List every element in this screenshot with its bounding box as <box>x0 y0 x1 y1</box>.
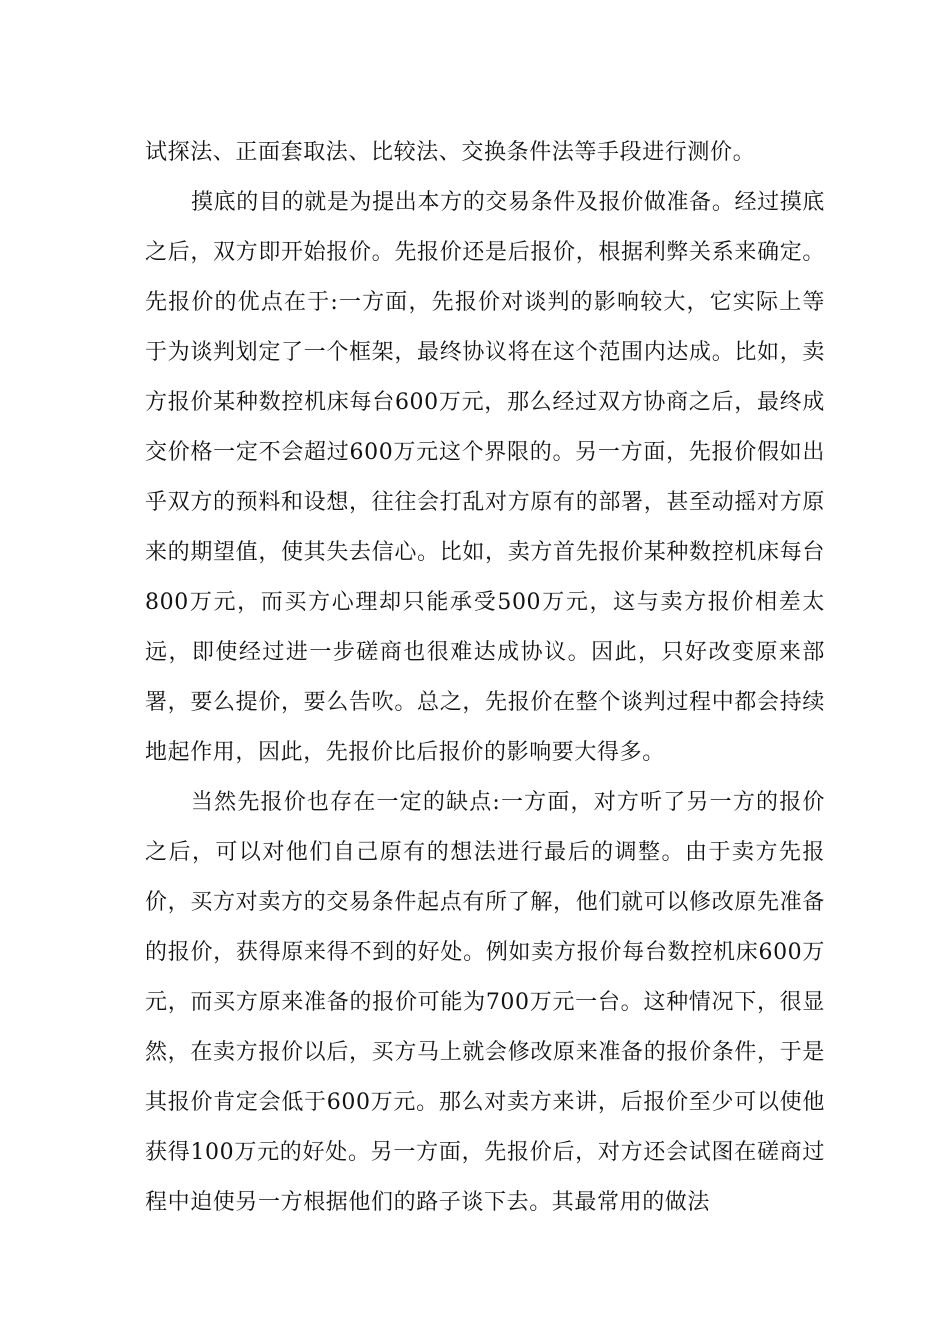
paragraph-continuation: 试探法、正面套取法、比较法、交换条件法等手段进行测价。 <box>145 140 756 165</box>
body-text <box>145 128 825 1228</box>
paragraph-first-quote: 摸底的目的就是为提出本方的交易条件及报价做准备。经过摸底之后，双方即开始报价。先报价还是后报价，根据利弊关系来确定。先报价的优点在于:一方面，先报价对谈判的影响较大，它实际上等于为谈判划定了一个框架，最终协议将在这个范围内达成。比如，卖方报价某种数控机床每台600万元，那么经过双方协商之后，最终成交价格一定不会超过600万元这个界限的。另一方面，先报价假如出乎双方的预料和设想，往往会打乱对方原有的部署，甚至动摇对方原来的期望值，使其失去信心。比如，卖方首先报价某种数控机床每台800万元，而买方心理却只能承受500万元，这与卖方报价相差太远，即使经过进一步磋商也很难达成协议。因此，只好改变原来部署，要么提价，要么告吹。总之，先报价在整个谈判过程中都会持续地起作用，因此，先报价比后报价的影响要大得多。 <box>145 190 825 765</box>
paragraph-second-quote: 当然先报价也存在一定的缺点:一方面，对方听了另一方的报价之后，可以对他们自己原有的想法进行最后的调整。由于卖方先报价，买方对卖方的交易条件起点有所了解，他们就可以修改原先准备的报价，获得原来得不到的好处。例如卖方报价每台数控机床600万元，而买方原来准备的报价可能为700万元一台。这种情况下，很显然，在卖方报价以后，买方马上就会修改原来准备的报价条件，于是其报价肯定会低于600万元。那么对卖方来讲，后报价至少可以使他获得100万元的好处。另一方面，先报价后，对方还会试图在磋商过程中迫使另一方根据他们的路子谈下去。其最常用的做法 <box>145 790 825 1215</box>
